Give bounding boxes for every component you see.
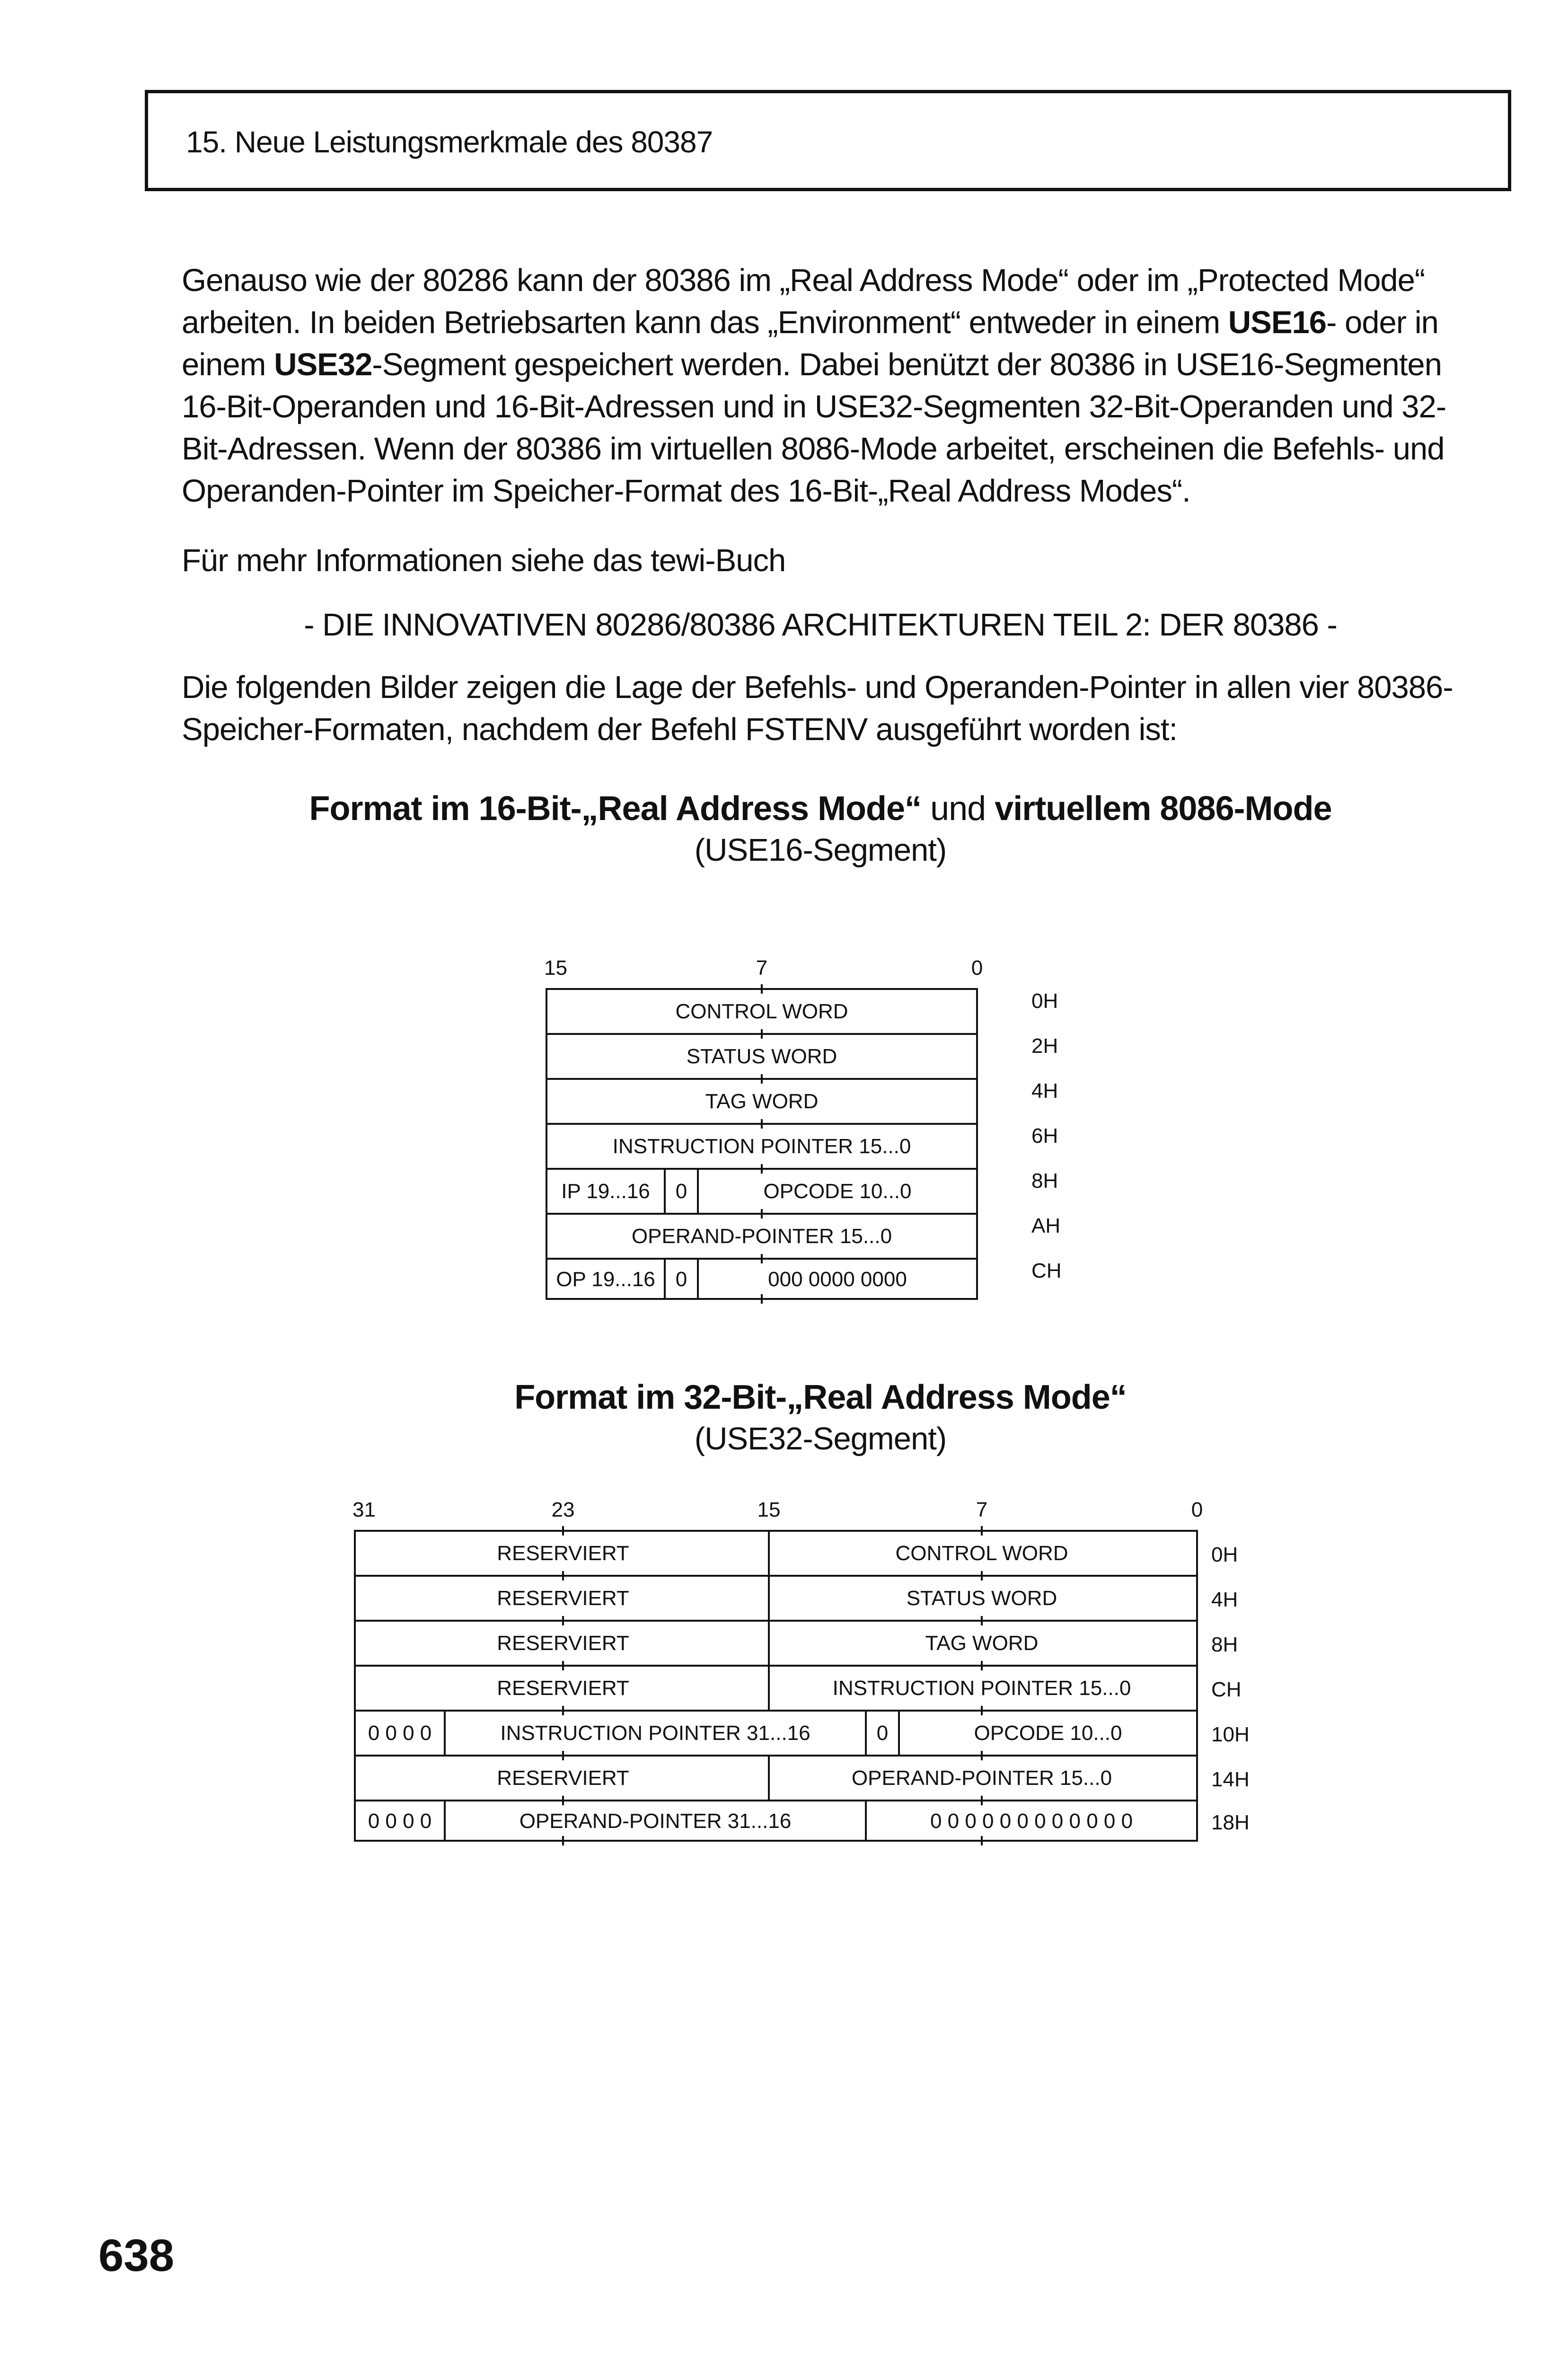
page-number: 638 [98,2230,175,2281]
format16-offset: 0H [1031,989,1058,1013]
reference-paragraph: Für mehr Informationen siehe das tewi-Buch [182,543,786,578]
chapter-header [145,90,1511,191]
format32-cell: 0 [876,1722,889,1745]
format16-title-a: Format im 16-Bit-„Real Address Mode“ [309,790,922,828]
format16-diagram [520,942,1088,1320]
format16-cell: OP 19...16 [556,1268,655,1291]
chapter-title: 15. Neue Leistungsmerkmale des 80387 [186,125,713,159]
format32-cell: INSTRUCTION POINTER 31...16 [500,1722,810,1745]
format16-cell: 0 [675,1180,687,1203]
format32-diagram [341,1486,1287,1864]
format16-offset: 8H [1031,1169,1058,1192]
format32-offset: 4H [1211,1588,1238,1611]
intro-paragraph [182,259,1459,512]
format16-bit-label: 15 [544,956,567,980]
format32-cell: INSTRUCTION POINTER 15...0 [832,1677,1131,1700]
format32-cell: 0 0 0 0 [368,1810,432,1833]
format32-offset: 18H [1211,1811,1250,1834]
format16-cell: OPERAND-POINTER 15...0 [631,1225,892,1248]
format32-bit-label: 7 [976,1498,988,1521]
format16-offset: 2H [1031,1034,1058,1058]
format32-cell: 0 0 0 0 0 0 0 0 0 0 0 0 [930,1810,1133,1833]
format16-cell: TAG WORD [705,1090,819,1113]
format32-bit-label: 31 [352,1498,376,1521]
format16-cell: CONTROL WORD [675,1000,848,1023]
format32-heading [182,1378,1459,1457]
format32-offset: 14H [1211,1768,1250,1791]
format16-bit-label: 7 [756,956,768,980]
format16-cell: 000 0000 0000 [768,1268,907,1291]
format16-title-c: virtuellem 8086-Mode [995,790,1332,828]
format16-offset: AH [1031,1214,1061,1237]
format16-title [182,789,1459,828]
format32-cell: STATUS WORD [906,1587,1057,1610]
format16-cell: 0 [675,1268,687,1291]
format32-cell: RESERVIERT [497,1587,629,1610]
format32-cell: OPERAND-POINTER 31...16 [519,1810,792,1833]
format32-bit-label: 15 [757,1498,781,1521]
format32-cell: CONTROL WORD [895,1542,1068,1565]
format32-cell: RESERVIERT [497,1632,629,1655]
format32-bit-label: 0 [1191,1498,1203,1521]
format32-cell: RESERVIERT [497,1766,629,1790]
format32-cell: TAG WORD [925,1632,1039,1655]
format32-offset: 8H [1211,1633,1238,1656]
format32-cell: RESERVIERT [497,1677,629,1700]
intro-run: - oder in einem [182,305,1438,382]
format32-cell: OPERAND-POINTER 15...0 [851,1766,1112,1790]
format16-offset: 6H [1031,1124,1058,1148]
format16-offset: CH [1031,1259,1062,1282]
intro-run-bold: USE16 [1228,305,1327,340]
format16-offset: 4H [1031,1079,1058,1103]
intro-run: -Segment gespeichert werden. Dabei benützt der 80386 in USE16-Segmenten 16-Bit-Operanden und 16-Bit-Adressen und in USE32-Segmenten 32-Bit-Operanden und 32-Bit-Adressen. Wenn der 80386 im virtuellen 8086-Mode arbeitet, erscheinen die Befehls- und Operanden-Pointer im Speicher-Format des 16-Bit-„Real Address Modes“. [182,347,1446,509]
format32-bit-label: 23 [551,1498,575,1521]
book-title-line: - DIE INNOVATIVEN 80286/80386 ARCHITEKTUREN TEIL 2: DER 80386 - [304,607,1337,643]
format32-title: Format im 32-Bit-„Real Address Mode“ [514,1378,1127,1416]
format16-title-b: und [930,790,986,828]
format32-offset: 10H [1211,1723,1250,1746]
figures-intro-paragraph: Die folgenden Bilder zeigen die Lage der Befehls- und Operanden-Pointer in allen vier 80386-Speicher-Formaten, nachdem der Befehl FSTENV ausgeführt worden ist: [182,670,1453,747]
format32-cell: 0 0 0 0 [368,1722,432,1745]
format32-cell: OPCODE 10...0 [974,1722,1122,1745]
intro-run-bold: USE32 [274,347,372,382]
format16-cell: STATUS WORD [686,1045,837,1068]
format32-cell: RESERVIERT [497,1542,629,1565]
format16-cell: INSTRUCTION POINTER 15...0 [612,1135,911,1158]
format16-cell: IP 19...16 [561,1180,650,1203]
format32-subtitle: (USE32-Segment) [694,1421,947,1457]
intro-run: Genauso wie der 80286 kann der 80386 im „Real Address Mode“ oder im „Protected Mode“ arbeiten. In beiden Betriebsarten kann das „Environment“ entweder in einem [182,263,1425,340]
format16-bit-label: 0 [971,956,983,980]
format16-subtitle: (USE16-Segment) [694,832,947,868]
format32-offset: CH [1211,1678,1242,1701]
format16-heading [182,789,1459,868]
format32-offset: 0H [1211,1543,1238,1566]
format16-cell: OPCODE 10...0 [763,1180,912,1203]
